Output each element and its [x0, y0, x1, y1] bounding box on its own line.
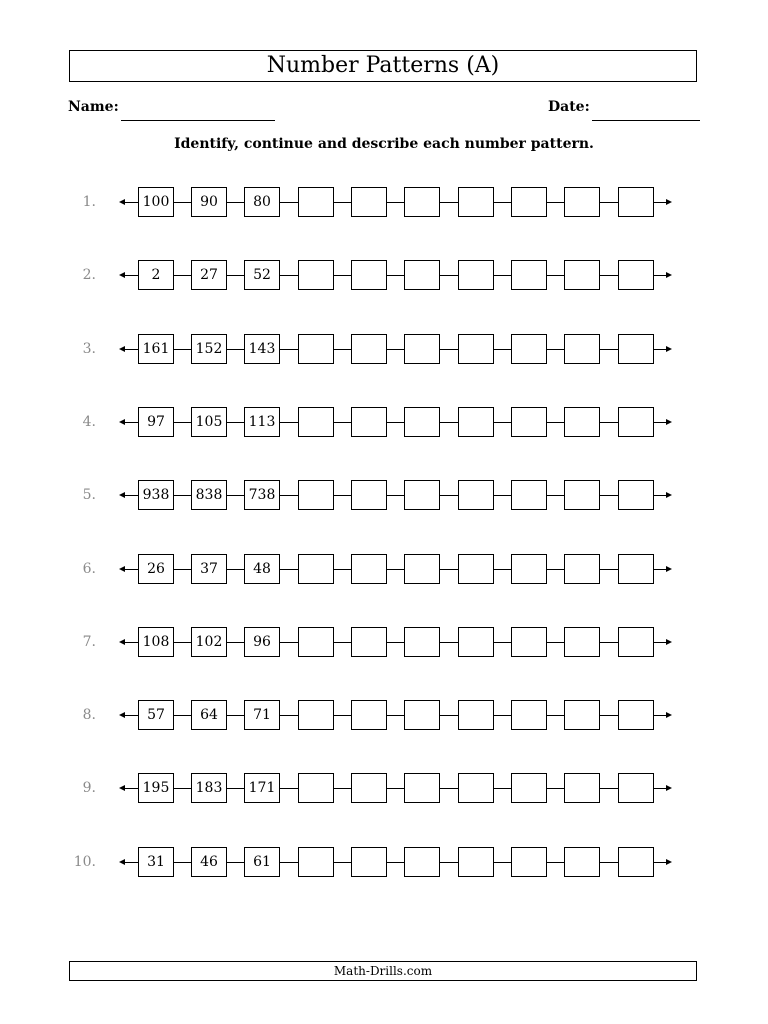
- answer-box[interactable]: [458, 260, 494, 290]
- given-number-box: 113: [244, 407, 280, 437]
- answer-box[interactable]: [564, 407, 600, 437]
- answer-box[interactable]: [351, 773, 387, 803]
- answer-box[interactable]: [458, 334, 494, 364]
- answer-box[interactable]: [564, 847, 600, 877]
- answer-box[interactable]: [351, 554, 387, 584]
- given-number-box: 46: [191, 847, 227, 877]
- answer-box[interactable]: [564, 627, 600, 657]
- answer-box[interactable]: [298, 773, 334, 803]
- answer-box[interactable]: [404, 773, 440, 803]
- arrow-left-icon: [119, 566, 125, 572]
- given-number-box: 97: [138, 407, 174, 437]
- answer-box[interactable]: [351, 700, 387, 730]
- answer-box[interactable]: [404, 187, 440, 217]
- worksheet-title-text: Number Patterns (A): [266, 53, 500, 78]
- answer-box[interactable]: [351, 627, 387, 657]
- answer-box[interactable]: [404, 334, 440, 364]
- problem-number: 10.: [73, 854, 96, 870]
- answer-box[interactable]: [351, 187, 387, 217]
- answer-box[interactable]: [564, 334, 600, 364]
- answer-box[interactable]: [618, 627, 654, 657]
- answer-box[interactable]: [298, 700, 334, 730]
- answer-box[interactable]: [298, 260, 334, 290]
- problem-number: 1.: [82, 194, 96, 210]
- answer-box[interactable]: [404, 627, 440, 657]
- answer-box[interactable]: [351, 847, 387, 877]
- problem-row: [0, 479, 768, 511]
- answer-box[interactable]: [351, 334, 387, 364]
- answer-box[interactable]: [511, 847, 547, 877]
- given-number-box: 80: [244, 187, 280, 217]
- given-number-box: 938: [138, 480, 174, 510]
- arrow-left-icon: [119, 492, 125, 498]
- arrow-right-icon: [666, 492, 672, 498]
- given-number-box: 26: [138, 554, 174, 584]
- instructions: Identify, continue and describe each number pattern.: [174, 136, 594, 152]
- arrow-left-icon: [119, 859, 125, 865]
- problem-number: 3.: [82, 341, 96, 357]
- answer-box[interactable]: [618, 480, 654, 510]
- answer-box[interactable]: [458, 627, 494, 657]
- footer: [69, 961, 697, 981]
- arrow-left-icon: [119, 639, 125, 645]
- date-field[interactable]: [592, 120, 700, 121]
- arrow-right-icon: [666, 199, 672, 205]
- given-number-box: 61: [244, 847, 280, 877]
- problem-row: [0, 699, 768, 731]
- name-label: Name:: [68, 99, 119, 115]
- arrow-right-icon: [666, 712, 672, 718]
- answer-box[interactable]: [511, 407, 547, 437]
- answer-box[interactable]: [511, 334, 547, 364]
- answer-box[interactable]: [564, 187, 600, 217]
- given-number-box: 102: [191, 627, 227, 657]
- answer-box[interactable]: [404, 700, 440, 730]
- answer-box[interactable]: [618, 334, 654, 364]
- problem-row: [0, 846, 768, 878]
- given-number-box: 105: [191, 407, 227, 437]
- given-number-box: 152: [191, 334, 227, 364]
- arrow-right-icon: [666, 346, 672, 352]
- answer-box[interactable]: [511, 627, 547, 657]
- given-number-box: 183: [191, 773, 227, 803]
- given-number-box: 838: [191, 480, 227, 510]
- worksheet-title: [69, 50, 697, 82]
- answer-box[interactable]: [404, 480, 440, 510]
- answer-box[interactable]: [298, 407, 334, 437]
- answer-box[interactable]: [458, 480, 494, 510]
- given-number-box: 37: [191, 554, 227, 584]
- answer-box[interactable]: [511, 554, 547, 584]
- given-number-box: 48: [244, 554, 280, 584]
- answer-box[interactable]: [298, 627, 334, 657]
- answer-box[interactable]: [404, 847, 440, 877]
- arrow-left-icon: [119, 419, 125, 425]
- answer-box[interactable]: [298, 480, 334, 510]
- given-number-box: 143: [244, 334, 280, 364]
- answer-box[interactable]: [564, 260, 600, 290]
- answer-box[interactable]: [404, 554, 440, 584]
- given-number-box: 108: [138, 627, 174, 657]
- answer-box[interactable]: [458, 773, 494, 803]
- answer-box[interactable]: [511, 773, 547, 803]
- problem-number: 6.: [82, 561, 96, 577]
- answer-box[interactable]: [458, 407, 494, 437]
- answer-box[interactable]: [351, 260, 387, 290]
- answer-box[interactable]: [511, 700, 547, 730]
- answer-box[interactable]: [511, 260, 547, 290]
- answer-box[interactable]: [458, 700, 494, 730]
- answer-box[interactable]: [458, 554, 494, 584]
- problem-row: [0, 333, 768, 365]
- problem-row: [0, 186, 768, 218]
- given-number-box: 31: [138, 847, 174, 877]
- answer-box[interactable]: [618, 847, 654, 877]
- arrow-left-icon: [119, 712, 125, 718]
- answer-box[interactable]: [618, 554, 654, 584]
- problem-number: 4.: [82, 414, 96, 430]
- answer-box[interactable]: [351, 407, 387, 437]
- footer-text: Math-Drills.com: [333, 964, 433, 978]
- given-number-box: 90: [191, 187, 227, 217]
- given-number-box: 161: [138, 334, 174, 364]
- arrow-left-icon: [119, 272, 125, 278]
- given-number-box: 52: [244, 260, 280, 290]
- problem-number: 7.: [82, 634, 96, 650]
- problem-number: 8.: [82, 707, 96, 723]
- answer-box[interactable]: [404, 407, 440, 437]
- answer-box[interactable]: [564, 480, 600, 510]
- answer-box[interactable]: [511, 480, 547, 510]
- problem-number: 9.: [82, 780, 96, 796]
- given-number-box: 57: [138, 700, 174, 730]
- given-number-box: 71: [244, 700, 280, 730]
- answer-box[interactable]: [618, 187, 654, 217]
- arrow-right-icon: [666, 419, 672, 425]
- name-field[interactable]: [121, 120, 275, 121]
- problem-row: [0, 406, 768, 438]
- problem-number: 2.: [82, 267, 96, 283]
- answer-box[interactable]: [618, 700, 654, 730]
- answer-box[interactable]: [564, 773, 600, 803]
- answer-box[interactable]: [458, 847, 494, 877]
- given-number-box: 738: [244, 480, 280, 510]
- answer-box[interactable]: [618, 773, 654, 803]
- answer-box[interactable]: [564, 554, 600, 584]
- given-number-box: 100: [138, 187, 174, 217]
- given-number-box: 171: [244, 773, 280, 803]
- problem-row: [0, 626, 768, 658]
- arrow-right-icon: [666, 566, 672, 572]
- given-number-box: 195: [138, 773, 174, 803]
- arrow-right-icon: [666, 639, 672, 645]
- answer-box[interactable]: [351, 480, 387, 510]
- arrow-right-icon: [666, 785, 672, 791]
- answer-box[interactable]: [298, 334, 334, 364]
- answer-box[interactable]: [458, 187, 494, 217]
- date-label: Date:: [548, 99, 590, 115]
- problem-row: [0, 772, 768, 804]
- answer-box[interactable]: [404, 260, 440, 290]
- problem-row: [0, 553, 768, 585]
- given-number-box: 27: [191, 260, 227, 290]
- answer-box[interactable]: [298, 554, 334, 584]
- problem-number: 5.: [82, 487, 96, 503]
- problem-row: [0, 259, 768, 291]
- arrow-left-icon: [119, 346, 125, 352]
- answer-box[interactable]: [511, 187, 547, 217]
- answer-box[interactable]: [564, 700, 600, 730]
- given-number-box: 96: [244, 627, 280, 657]
- answer-box[interactable]: [618, 407, 654, 437]
- given-number-box: 2: [138, 260, 174, 290]
- arrow-right-icon: [666, 272, 672, 278]
- answer-box[interactable]: [298, 187, 334, 217]
- arrow-right-icon: [666, 859, 672, 865]
- arrow-left-icon: [119, 785, 125, 791]
- given-number-box: 64: [191, 700, 227, 730]
- answer-box[interactable]: [298, 847, 334, 877]
- answer-box[interactable]: [618, 260, 654, 290]
- arrow-left-icon: [119, 199, 125, 205]
